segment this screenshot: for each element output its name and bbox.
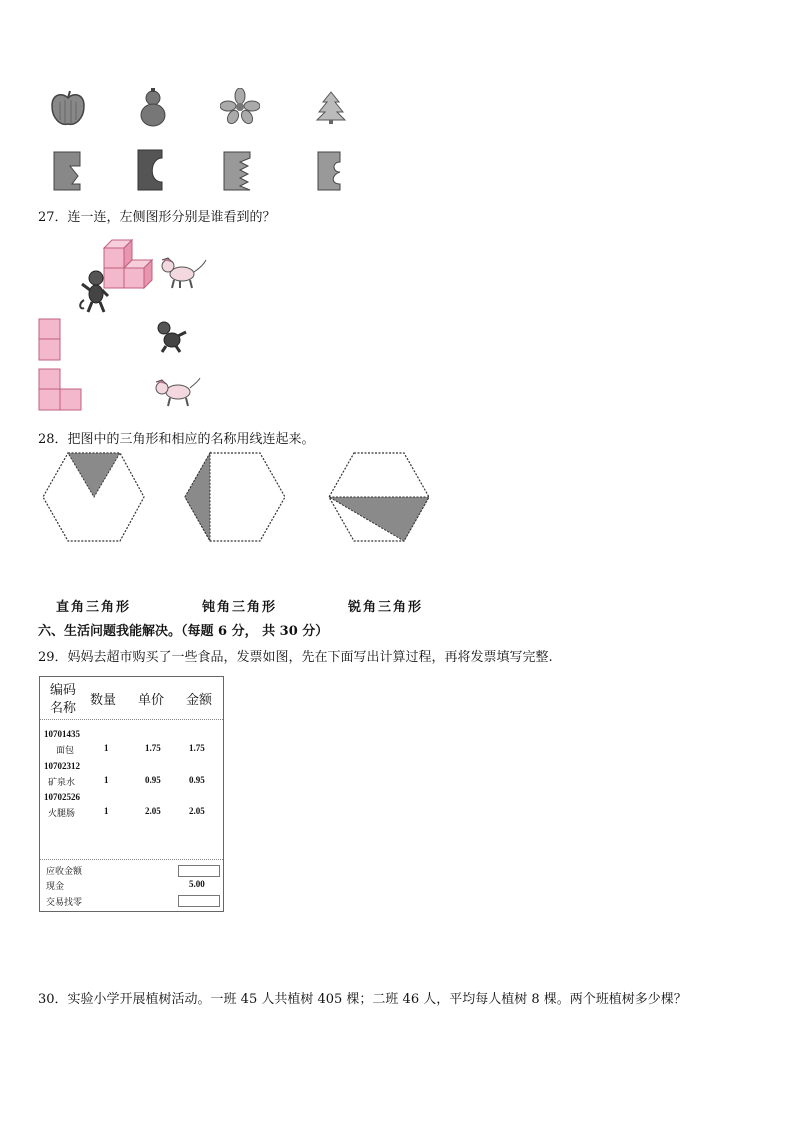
receipt-cash-value: 5.00 — [189, 879, 205, 889]
hexagon-right-triangle-figure — [38, 450, 148, 544]
view-option-l-shape — [38, 368, 84, 412]
label-right-triangle: 直角三角形 — [56, 600, 132, 615]
receipt-col-name: 名称 — [50, 701, 77, 716]
receipt-item-name: 火腿肠 — [48, 809, 76, 819]
receipt-item-qty: 1 — [104, 775, 109, 785]
dog-icon — [158, 254, 208, 290]
receipt-change-box[interactable] — [178, 895, 220, 907]
view-option-column — [38, 318, 62, 362]
question-30: 30．实验小学开展植树活动。一班 45 人共植树 405 棵；二班 46 人，平均每人植树 8 棵。两个班植树多少棵？ — [38, 992, 687, 1007]
cutout-shape-4-icon — [316, 150, 346, 192]
receipt-item-code: 10702312 — [44, 761, 80, 771]
label-obtuse-triangle: 钝角三角形 — [202, 600, 278, 615]
receipt-item-name: 矿泉水 — [48, 778, 76, 788]
receipt-item-amount: 1.75 — [189, 743, 205, 753]
dog-option-icon — [152, 374, 202, 410]
hexagon-acute-triangle-figure — [326, 450, 432, 544]
receipt-col-price: 单价 — [138, 693, 165, 708]
question-29: 29．妈妈去超市购买了一些食品，发票如图，先在下面写出计算过程，再将发票填写完整. — [38, 650, 553, 665]
receipt — [39, 676, 224, 912]
receipt-item-price: 1.75 — [145, 743, 161, 753]
receipt-item-qty: 1 — [104, 806, 109, 816]
monkey-option-icon — [152, 318, 188, 354]
hexagon-obtuse-triangle-figure — [182, 450, 288, 544]
shape-apple-icon — [48, 88, 88, 128]
monkey-icon — [78, 270, 112, 314]
shape-gourd-icon — [136, 86, 170, 128]
receipt-item-amount: 0.95 — [189, 775, 205, 785]
section-6-heading: 六、生活问题我能解决。（每题 6 分， 共 30 分） — [38, 624, 329, 639]
receipt-col-code: 编码 — [50, 683, 77, 698]
question-27: 27．连一连，左侧图形分别是谁看到的？ — [38, 210, 276, 225]
receipt-due-box[interactable] — [178, 865, 220, 877]
cutout-shape-2-icon — [134, 148, 166, 192]
receipt-item-amount: 2.05 — [189, 806, 205, 816]
receipt-item-code: 10701435 — [44, 729, 80, 739]
label-acute-triangle: 锐角三角形 — [348, 600, 424, 615]
cutout-shape-1-icon — [52, 150, 82, 192]
shape-tree-icon — [314, 90, 348, 124]
receipt-item-price: 0.95 — [145, 775, 161, 785]
receipt-col-qty: 数量 — [90, 693, 117, 708]
cutout-shape-3-icon — [222, 150, 254, 192]
receipt-cash-label: 现金 — [46, 882, 65, 892]
receipt-item-price: 2.05 — [145, 806, 161, 816]
receipt-item-code: 10702526 — [44, 792, 80, 802]
shape-flower-icon — [220, 88, 260, 124]
receipt-change-label: 交易找零 — [46, 898, 83, 908]
receipt-item-qty: 1 — [104, 743, 109, 753]
question-28: 28．把图中的三角形和相应的名称用线连起来。 — [38, 432, 315, 447]
receipt-col-amount: 金额 — [186, 693, 213, 708]
receipt-item-name: 面包 — [56, 746, 75, 756]
receipt-due-label: 应收金额 — [46, 867, 83, 877]
